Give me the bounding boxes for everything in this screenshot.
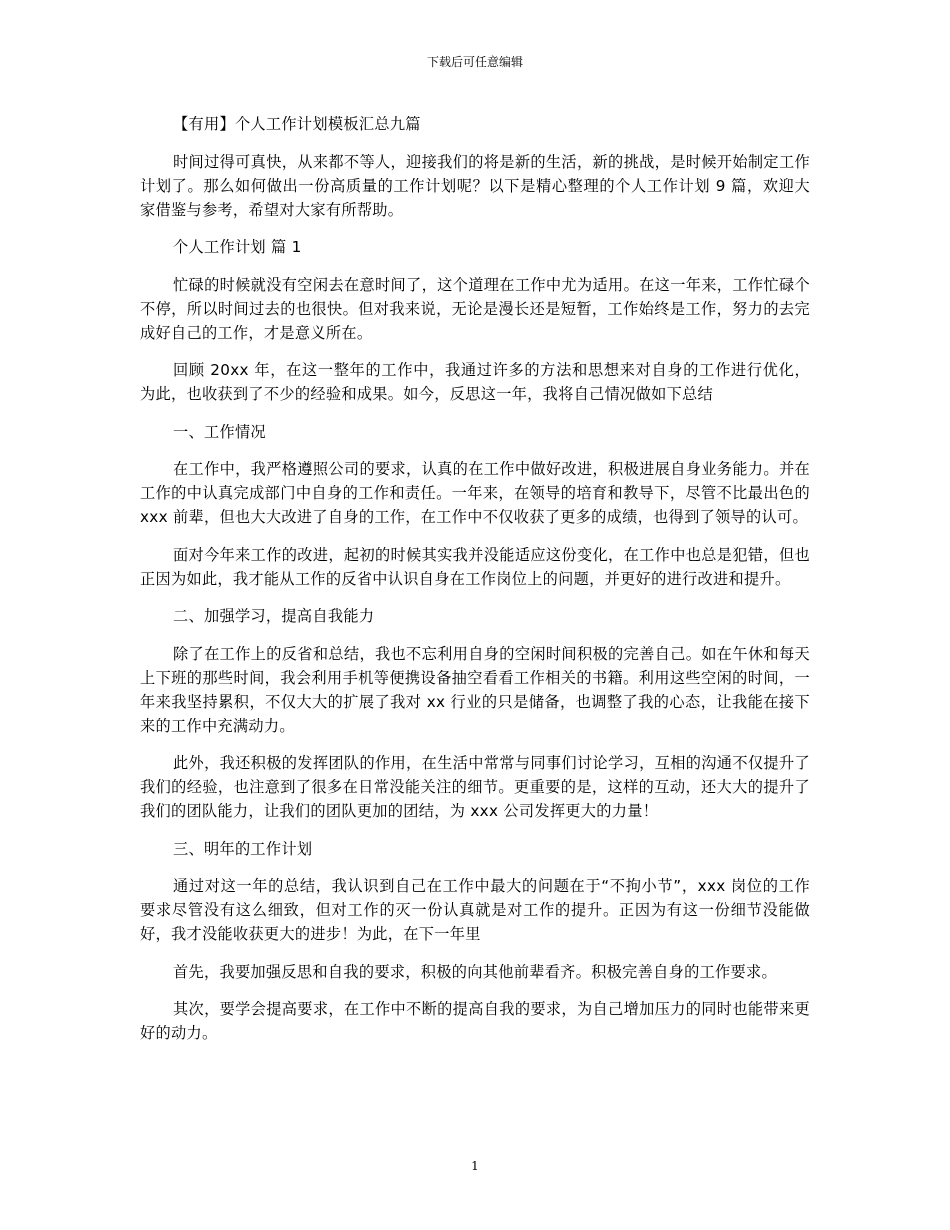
heading-next-year-plan: 三、明年的工作计划 — [173, 839, 313, 858]
document-body — [140, 112, 810, 1059]
paragraph-7: 通过对这一年的总结，我认识到自己在工作中最大的问题在于“不拘小节”，xxx 岗位的工作要求尽管没有这么细致，但对工作的灭一份认真就是对工作的提升。正因为有这一份细节没能做好，我才没能收获更大的进步！为此，在下一年里 — [140, 877, 810, 943]
section-label: 个人工作计划 篇 1 — [173, 238, 302, 256]
paragraph-9: 其次，要学会提高要求，在工作中不断的提高自我的要求，为自己增加压力的同时也能带来更好的动力。 — [140, 1000, 810, 1042]
paragraph-2: 回顾 20xx 年，在这一整年的工作中，我通过许多的方法和思想来对自身的工作进行优化，为此，也收获到了不少的经验和成果。如今，反思这一年，我将自己情况做如下总结 — [140, 361, 810, 403]
paragraph-8: 首先，我要加强反思和自我的要求，积极的向其他前辈看齐。积极完善自身的工作要求。 — [173, 962, 778, 981]
paragraph-4: 面对今年来工作的改进，起初的时候其实我并没能适应这份变化，在工作中也总是犯错，但也正因为如此，我才能从工作的反省中认识自身在工作岗位上的问题，并更好的进行改进和提升。 — [140, 545, 810, 588]
paragraph-6: 此外，我还积极的发挥团队的作用，在生活中常常与同事们讨论学习，互相的沟通不仅提升了我们的经验，也注意到了很多在日常没能关注的细节。更重要的是，这样的互动，还大大的提升了我们的团队能力，让我们的团队更加的团结，为 xxx 公司发挥更大的力量！ — [140, 754, 810, 820]
intro-paragraph: 时间过得可真快，从来都不等人，迎接我们的将是新的生活，新的挑战，是时候开始制定工作计划了。那么如何做出一份高质量的工作计划呢？以下是精心整理的个人工作计划 9 篇，欢迎大家借鉴与参考，希望对大家有所帮助。 — [140, 152, 810, 219]
page-number: 1 — [471, 1159, 479, 1173]
heading-learning: 二、加强学习，提高自我能力 — [173, 607, 375, 625]
paragraph-5: 除了在工作上的反省和总结，我也不忘利用自身的空闲时间积极的完善自己。如在午休和每天上下班的那些时间，我会利用手机等便携设备抽空看看工作相关的书籍。利用这些空闲的时间，一年来我坚持累积，不仅大大的扩展了我对 xx 行业的只是储备，也调整了我的心态，让我能在接下来的工作中充满动力。 — [140, 644, 810, 735]
heading-work-status: 一、工作情况 — [173, 422, 266, 441]
paragraph-1: 忙碌的时候就没有空闲去在意时间了，这个道理在工作中尤为适用。在这一年来，工作忙碌个不停，所以时间过去的也很快。但对我来说，无论是漫长还是短暂，工作始终是工作，努力的去完成好自己的工作，才是意义所在。 — [140, 275, 810, 342]
page-header: 下载后可任意编辑 — [426, 55, 523, 69]
document-title: 【有用】个人工作计划模板汇总九篇 — [173, 115, 421, 133]
paragraph-3: 在工作中，我严格遵照公司的要求，认真的在工作中做好改进，积极进展自身业务能力。并在工作的中认真完成部门中自身的工作和责任。一年来，在领导的培育和教导下，尽管不比最出色的 xxx 前辈，但也大大改进了自身的工作，在工作中不仅收获了更多的成绩，也得到了领导的认可。 — [140, 460, 810, 526]
